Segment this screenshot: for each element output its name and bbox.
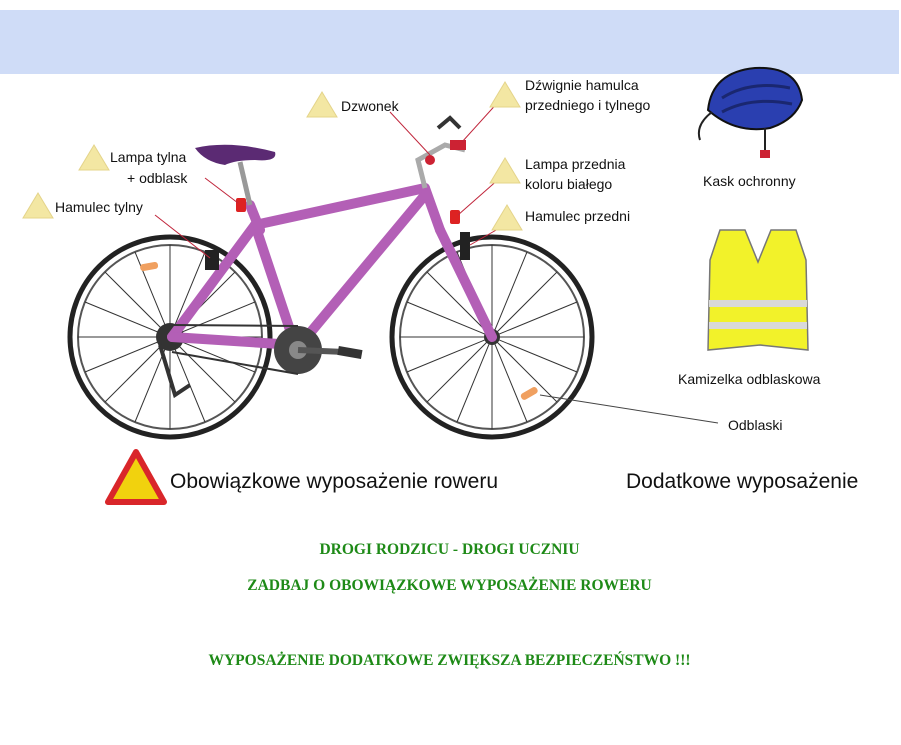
- rear-lamp: [236, 198, 246, 212]
- warning-icon: [490, 82, 520, 107]
- label-hamulec-przedni: Hamulec przedni: [525, 208, 631, 224]
- brake-lever: [450, 140, 466, 150]
- label-dzwignie-1: Dźwignie hamulca: [525, 77, 639, 93]
- front-wheel-reflector: [520, 386, 539, 401]
- legend-mandatory: Obowiązkowe wyposażenie roweru: [170, 470, 498, 493]
- label-kask: Kask ochronny: [703, 173, 796, 189]
- label-lampa-tylna-2: + odblask: [127, 170, 188, 186]
- label-dzwonek: Dzwonek: [341, 98, 399, 114]
- bell: [425, 155, 435, 165]
- warning-icon: [79, 145, 109, 170]
- label-lampa-przednia-2: koloru białego: [525, 176, 613, 192]
- legend-additional: Dodatkowe wyposażenie: [626, 470, 859, 493]
- bike-frame: [172, 188, 492, 345]
- label-lampa-tylna-1: Lampa tylna: [110, 149, 187, 165]
- front-lamp: [450, 210, 460, 224]
- reflective-vest-icon: [708, 230, 808, 350]
- front-brake: [460, 232, 470, 260]
- rear-brake: [205, 250, 219, 270]
- mandatory-warning-icon: [108, 452, 164, 502]
- saddle: [195, 145, 275, 165]
- label-dzwignie-2: przedniego i tylnego: [525, 97, 651, 113]
- warning-icon: [23, 193, 53, 218]
- helmet-icon: [699, 68, 802, 158]
- warning-icon: [490, 158, 520, 183]
- rear-wheel-reflector: [140, 261, 159, 271]
- message-line-1: DROGI RODZICU - DROGI UCZNIU: [319, 541, 580, 558]
- label-odblaski: Odblaski: [728, 417, 783, 433]
- message-line-2: ZADBAJ O OBOWIĄZKOWE WYPOSAŻENIE ROWERU: [247, 577, 652, 594]
- message-line-3: WYPOSAŻENIE DODATKOWE ZWIĘKSZA BEZPIECZEŃSTWO !!!: [208, 652, 691, 669]
- label-lampa-przednia-1: Lampa przednia: [525, 156, 626, 172]
- warning-icon: [492, 205, 522, 230]
- label-hamulec-tylny: Hamulec tylny: [55, 199, 143, 215]
- warning-icon: [307, 92, 337, 117]
- label-kamizelka: Kamizelka odblaskowa: [678, 371, 821, 387]
